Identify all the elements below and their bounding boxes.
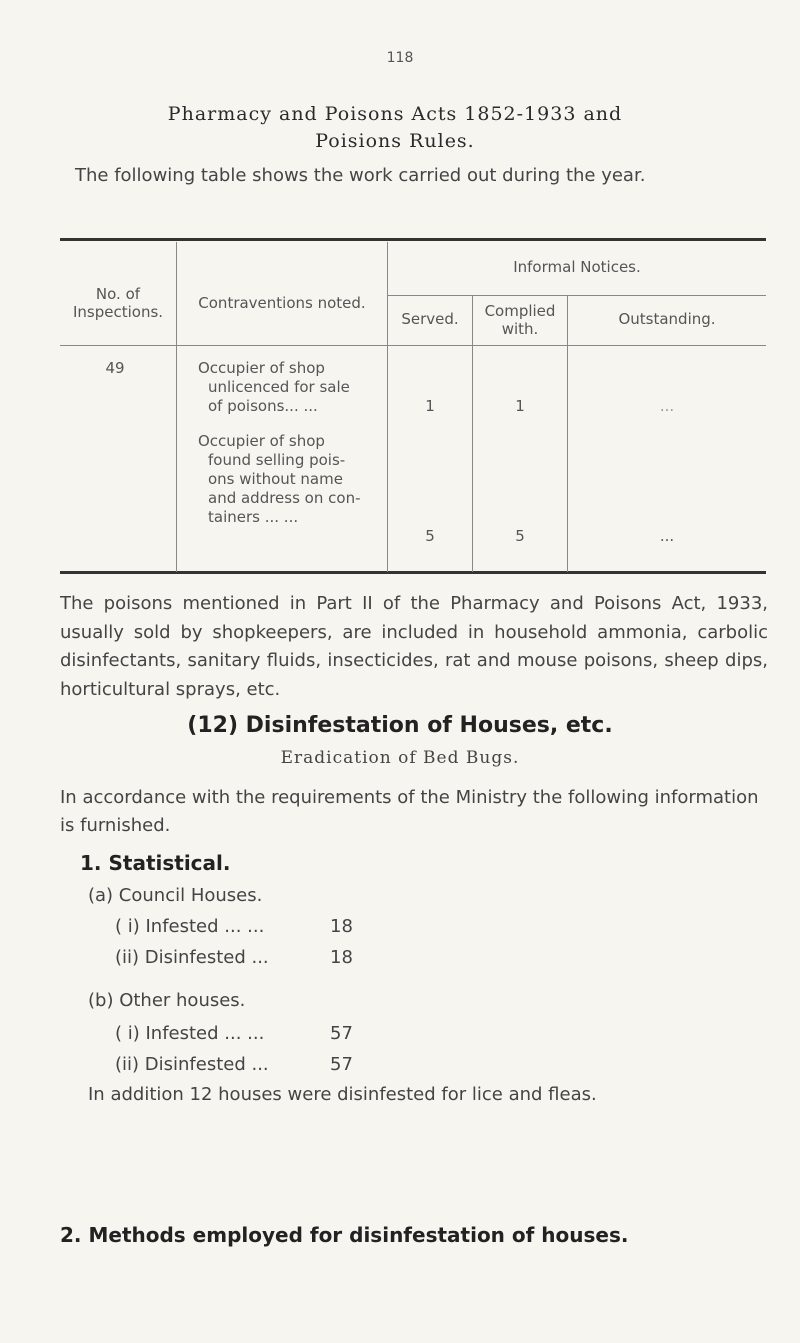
section-heading-line-1: Pharmacy and Poisons Acts 1852-1933 and	[167, 103, 623, 125]
council-houses-label: (a) Council Houses.	[88, 885, 263, 906]
methods-heading: 2. Methods employed for disinfestation of houses.	[60, 1223, 629, 1247]
bed-bugs-subtitle: Eradication of Bed Bugs.	[280, 748, 520, 768]
section-heading-line-2: Poisions Rules.	[315, 130, 475, 152]
row-2-outstanding: ...	[659, 527, 675, 545]
council-disinfested-value: 18	[330, 947, 353, 968]
row-2-complied: 5	[515, 527, 525, 545]
poisons-paragraph: The poisons mentioned in Part II of the Pharmacy and Poisons Act, 1933, usually sold by shopkeepers, are included in household ammonia, carbolic disinfectants, sanitary fluids, insecticides, rat and mouse poisons, sheep dips, horticultural sprays, etc.	[60, 593, 768, 700]
contravention-row-2-line: tainers ... ...	[208, 508, 299, 526]
header-bottom-line	[60, 345, 766, 346]
council-infested-label: ( i) Infested ... ...	[115, 916, 265, 937]
council-disinfested-label: (ii) Disinfested ...	[115, 947, 269, 968]
informal-notices-underline	[387, 295, 766, 296]
contravention-row-1-line: of poisons... ...	[208, 397, 318, 415]
row-1-outstanding: ...	[659, 397, 675, 415]
other-disinfested-value: 57	[330, 1054, 353, 1075]
intro-paragraph: The following table shows the work carried out during the year.	[75, 165, 646, 186]
statistical-heading: 1. Statistical.	[80, 851, 231, 875]
disinfestation-section-title: (12) Disinfestation of Houses, etc.	[187, 713, 613, 738]
divider-col1	[176, 242, 177, 572]
header-served: Served.	[401, 310, 459, 328]
other-houses-label: (b) Other houses.	[88, 990, 246, 1011]
contravention-row-1-line: unlicenced for sale	[208, 378, 350, 396]
other-infested-label: ( i) Infested ... ...	[115, 1023, 265, 1044]
header-inspections: No. of Inspections.	[72, 285, 164, 321]
inspections-value: 49	[105, 359, 125, 377]
header-contraventions: Contraventions noted.	[198, 294, 366, 312]
row-1-complied: 1	[515, 397, 525, 415]
table-bottom-rule	[60, 571, 766, 574]
header-informal-notices: Informal Notices.	[513, 258, 641, 276]
addition-note: In addition 12 houses were disinfested for lice and fleas.	[88, 1084, 597, 1105]
other-infested-value: 57	[330, 1023, 353, 1044]
contravention-row-2-line: and address on con-	[208, 489, 361, 507]
contravention-row-1	[198, 359, 383, 416]
contravention-row-1-line: Occupier of shop	[198, 359, 325, 377]
table-top-rule	[60, 238, 766, 241]
contravention-row-2	[198, 432, 383, 527]
row-1-served: 1	[425, 397, 435, 415]
other-disinfested-label: (ii) Disinfested ...	[115, 1054, 269, 1075]
row-2-served: 5	[425, 527, 435, 545]
contravention-row-2-line: Occupier of shop	[198, 432, 325, 450]
header-outstanding: Outstanding.	[618, 310, 716, 328]
contravention-row-2-line: found selling pois-	[208, 451, 346, 469]
council-infested-value: 18	[330, 916, 353, 937]
contravention-row-2-line: ons without name	[208, 470, 343, 488]
header-complied: Complied with.	[484, 302, 556, 338]
page-number: 118	[386, 50, 414, 66]
inspections-table	[60, 238, 766, 573]
ministry-paragraph: In accordance with the requirements of the Ministry the following information is furnished.	[60, 787, 759, 836]
